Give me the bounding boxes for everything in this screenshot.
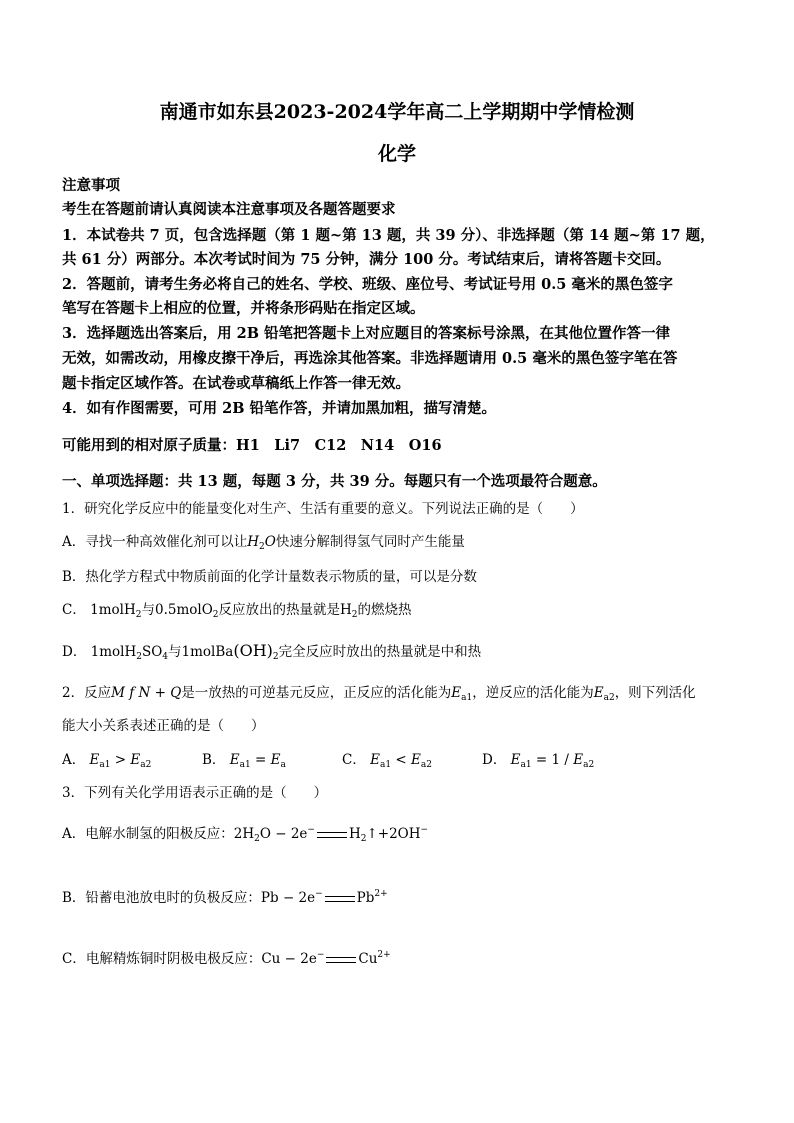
notice-intro: 考生在答题前请认真阅读本注意事项及各题答题要求 [62,201,396,218]
notice-item-3-line-3: 题卡指定区域作答。在试卷或草稿纸上作答一律无效。 [62,375,410,392]
q2-option-a: A． $E_{a1} > E_{a2}$ [62,752,152,770]
q2-stem-line-1: 2．反应M f N + Q是一放热的可逆基元反应，正反应的活化能为$E_{a1}$，逆反应的活化能为$E_{a2}$，则下列活化 [62,685,696,703]
q1-option-d: D． $1molH_2SO_4$与$1molBa(OH)_2$完全反应时放出的热量就是中和热 [62,641,482,662]
q3-option-a: A．电解水制氢的阳极反应：$2H_2O - 2e^-$ $H_2↑+2OH^-$ [62,825,429,844]
q1-option-c: C． 1molH$_2$与0.5molO$_2$反应放出的热量就是$H_2$的燃烧热 [62,602,412,620]
equals-arrow-icon [325,896,355,902]
notice-item-2-line-1: 2．答题前，请考生务必将自己的姓名、学校、班级、座位号、考试证号用 0.5 毫米的黑色签字 [62,276,673,293]
q2-option-d: D． $E_{a1} = 1 / E_{a2}$ [482,752,595,770]
notice-item-1-line-2: 共 61 分）两部分。本次考试时间为 75 分钟，满分 100 分。考试结束后，请将答题卡交回。 [62,251,671,268]
q2-option-b: B． $E_{a1} = E_a$ [202,752,286,770]
q2-option-c: C． $E_{a1} < E_{a2}$ [342,752,432,770]
notice-item-3-line-2: 无效，如需改动，用橡皮擦干净后，再选涂其他答案。非选择题请用 0.5 毫米的黑色签字笔在答 [62,350,678,367]
q3-stem: 3．下列有关化学用语表示正确的是（ ） [62,785,328,801]
atomic-mass-line: 可能用到的相对原子质量：H1 Li7 C12 N14 O16 [62,437,442,454]
section-1-heading: 一、单项选择题：共 13 题，每题 3 分，共 39 分。每题只有一个选项最符合题意。 [62,473,607,490]
equals-arrow-icon [326,957,356,963]
q1-stem: 1．研究化学反应中的能量变化对生产、生活有重要的意义。下列说法正确的是（ ） [62,501,584,517]
q2-stem-line-2: 能大小关系表述正确的是（ ） [62,718,265,734]
notice-item-2-line-2: 笔写在答题卡上相应的位置，并将条形码贴在指定区域。 [62,300,425,317]
q3-option-b: B．铅蓄电池放电时的负极反应：Pb − 2e− $Pb^{2+}$ [62,889,388,906]
notice-heading: 注意事项 [62,177,120,194]
q1-option-b: B．热化学方程式中物质前面的化学计量数表示物质的量，可以是分数 [62,569,477,585]
q1-option-a: A．寻找一种高效催化剂可以让$H_2O$快速分解制得氢气同时产生能量 [62,534,465,552]
exam-title: 南通市如东县2023-2024学年高二上学期期中学情检测 [159,101,635,123]
q3-option-c: C．电解精炼铜时阴极电极反应：Cu − 2e− $Cu^{2+}$ [62,950,391,967]
equals-arrow-icon [317,832,347,838]
notice-item-1-line-1: 1．本试卷共 7 页，包含选择题（第 1 题~第 13 题，共 39 分）、非选择题（第 14 题~第 17 题， [62,227,715,244]
notice-item-3-line-1: 3．选择题选出答案后，用 2B 铅笔把答题卡上对应题目的答案标号涂黑，在其他位置作答一律 [62,325,671,342]
notice-item-4: 4．如有作图需要，可用 2B 铅笔作答，并请加黑加粗，描写清楚。 [62,400,497,417]
subject-title: 化学 [377,143,416,165]
